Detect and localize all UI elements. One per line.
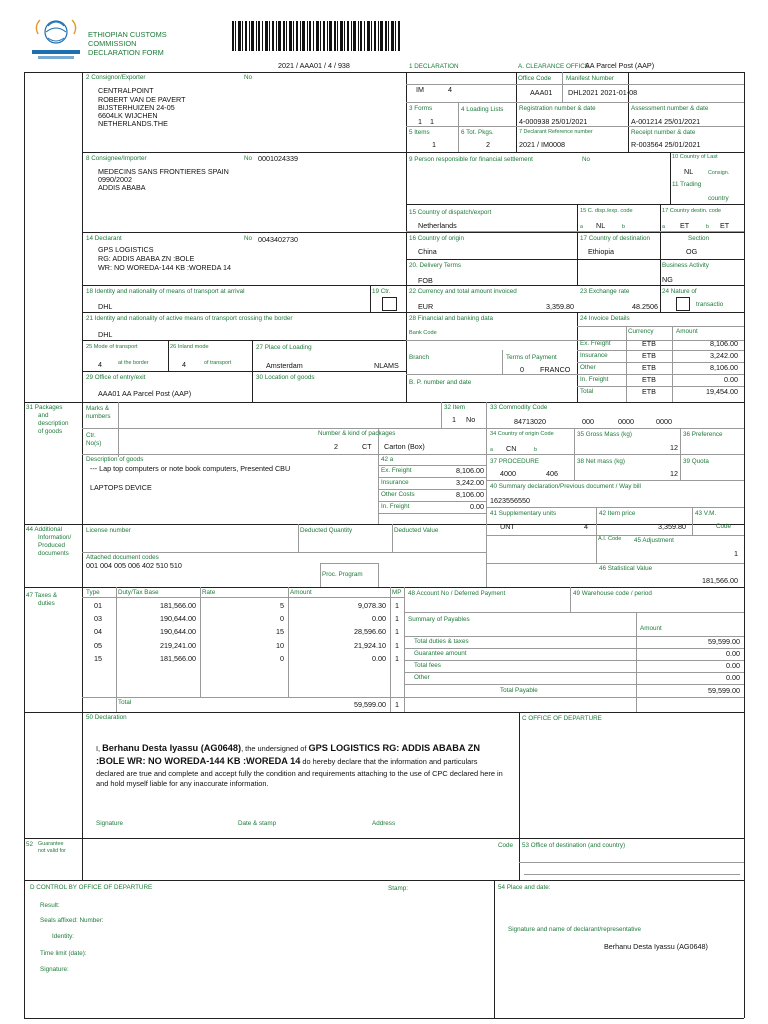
section-value[interactable]: OG xyxy=(686,247,698,256)
box43-code: Code xyxy=(716,523,732,530)
guarantee-label: Guarantee xyxy=(38,841,64,847)
cost-row-amount[interactable]: 8,106.00 xyxy=(456,466,484,475)
box31-label: description xyxy=(38,420,69,427)
box14-label: 14 Declarant xyxy=(86,235,122,242)
tax-type-header: Type xyxy=(86,589,100,596)
goods-description[interactable]: --- Lap top computers or note book computers, Presented CBU xyxy=(90,464,291,473)
declarant-name: Berhanu Desta Iyassu (AG0648) xyxy=(604,942,708,951)
tax-row-rate: 15 xyxy=(276,627,284,637)
box5-label: 5 Items xyxy=(409,129,430,136)
tax-row-rate: 10 xyxy=(276,640,284,650)
cost-row-name: Insurance xyxy=(381,479,409,486)
manifest-number[interactable]: DHL2021 2021-01-08 xyxy=(568,88,638,97)
consign-label: Consign. xyxy=(708,170,730,176)
invoice-row-amount[interactable]: 3,242.00 xyxy=(710,351,738,360)
declarant-no[interactable]: 0043402730 xyxy=(258,235,298,244)
not-valid-label: not valid for xyxy=(38,848,66,854)
tax-total-mp: 1 xyxy=(395,700,399,709)
box15-label: 15 Country of dispatch/export xyxy=(409,209,492,216)
invoice-row-amount[interactable]: 19,454.00 xyxy=(706,387,738,396)
box36-label: 36 Preference xyxy=(683,431,723,438)
tax-row-base: 181,566.00 xyxy=(160,653,196,663)
origin-country[interactable]: China xyxy=(418,247,437,256)
address-label: Address xyxy=(372,820,396,827)
box29-label: 29 Office of entry/exit xyxy=(86,374,146,381)
time-limit-label: Time limit (date): xyxy=(40,950,87,957)
inland-mode[interactable]: 4 xyxy=(182,360,186,369)
box44-label: Produced xyxy=(38,542,65,549)
box22-label: 22 Currency and total amount invoiced xyxy=(409,288,517,295)
declarant-ref[interactable]: 2021 / IM0008 xyxy=(519,140,565,149)
assessment-label: Assessment number & date xyxy=(631,105,709,112)
package-count[interactable]: 2 xyxy=(334,442,338,451)
tax-row-mp: 1 xyxy=(395,627,399,637)
box4-label: 4 Loading Lists xyxy=(461,106,504,113)
box44-label: Information/ xyxy=(38,534,72,541)
origin-code[interactable]: CN xyxy=(506,444,517,453)
invoice-row-name: Total xyxy=(580,388,594,395)
exchange-rate[interactable]: 48.2506 xyxy=(632,302,658,311)
tax-amount-header: Amount xyxy=(290,589,312,596)
statistical-value: 181,566.00 xyxy=(702,576,738,585)
deducted-qty-label: Deducted Quantity xyxy=(300,527,353,534)
box23-label: 23 Exchange rate xyxy=(580,288,630,295)
box44-label: 44 Additional xyxy=(26,526,63,533)
box2-label: 2 Consignor/Exporter xyxy=(86,74,146,81)
office-code-label: Office Code xyxy=(518,75,552,82)
cost-row-amount[interactable]: 3,242.00 xyxy=(456,478,484,487)
tax-row-mp: 1 xyxy=(395,614,399,624)
deducted-value-label: Deducted Value xyxy=(394,527,439,534)
payable-row-name: Total fees xyxy=(414,662,441,669)
goods-device[interactable]: LAPTOPS DEVICE xyxy=(90,483,152,492)
tax-row-base: 181,566.00 xyxy=(160,601,196,610)
invoice-row-amount[interactable]: 8,106.00 xyxy=(710,339,738,348)
tax-row-mp: 1 xyxy=(395,601,399,610)
box9-label: 9 Person responsible for financial settlement xyxy=(409,156,533,163)
terms-value[interactable]: FRANCO xyxy=(540,365,571,374)
box53-label: 53 Office of destination (and country) xyxy=(522,842,626,849)
invoice-row-name: Ex. Freight xyxy=(580,340,611,347)
invoice-row-currency: ETB xyxy=(642,339,656,348)
tax-total: 59,599.00 xyxy=(354,700,386,709)
box34-b: b xyxy=(534,447,537,453)
box19-label: 19 Ctr. xyxy=(372,288,391,295)
box49-label: 49 Warehouse code / period xyxy=(573,590,652,597)
declaration-text: I, Berhanu Desta Iyassu (AG0648), the undersigned of GPS LOGISTICS RG: ADDIS ABABA ZN :BOLE WR: NO WOREDA-144 KB :WOREDA 14 do hereby declare that the information and particulars declared are true and complete and accept fully the condition and requirements attaching to the use of CPC declared here in and hold myself liable for any inaccurate information. xyxy=(96,743,503,789)
box24-label: 24 Nature of xyxy=(662,288,697,295)
result-label: Result: xyxy=(40,902,60,909)
tax-row-type: 03 xyxy=(94,614,102,624)
barcode xyxy=(232,21,400,51)
consignee-no[interactable]: 0001024339 xyxy=(258,154,298,163)
registration-label: Registration number & date xyxy=(519,105,596,112)
box26-label: 26 Inland mode xyxy=(170,344,209,350)
item-number[interactable]: 1 xyxy=(452,415,456,424)
declarant-line: GPS LOGISTICS xyxy=(98,245,154,254)
box41-label: 41 Supplementary units xyxy=(490,510,557,517)
box1-type[interactable]: IM xyxy=(416,85,424,94)
last-country[interactable]: NL xyxy=(684,167,694,176)
box42-label: 42 Item price xyxy=(599,510,636,517)
box33-label: 33 Commodity Code xyxy=(490,404,548,411)
consignor-line: NETHERLANDS.THE xyxy=(98,119,168,128)
cost-row-amount[interactable]: 0.00 xyxy=(470,502,484,511)
total-payable-label: Total Payable xyxy=(500,687,538,694)
currency-code[interactable]: EUR xyxy=(418,302,434,311)
control-label: D CONTROL BY OFFICE OF DEPARTURE xyxy=(30,884,153,891)
box47-label: 47 Taxes & xyxy=(26,592,58,599)
tax-row-type: 05 xyxy=(94,640,102,650)
terms-label: Terms of Payment xyxy=(506,354,557,361)
invoice-row-name: Other xyxy=(580,364,596,371)
invoice-row-amount[interactable]: 8,106.00 xyxy=(710,363,738,372)
gross-mass[interactable]: 12 xyxy=(670,443,678,452)
declaration-ref: 2021 / AAA01 / 4 / 938 xyxy=(278,61,350,70)
tax-row-type: 01 xyxy=(94,601,102,610)
seals-label: Seals affixed: Number: xyxy=(40,917,104,924)
declarant-line: WR: NO WOREDA-144 KB :WOREDA 14 xyxy=(98,263,231,272)
tax-row-base: 190,644.00 xyxy=(160,614,196,624)
box16-label: 16 Country of origin xyxy=(409,235,464,242)
tax-row-amount: 28,596.60 xyxy=(354,627,386,637)
box6-label: 6 Tot. Pkgs. xyxy=(461,129,494,136)
cost-row-amount[interactable]: 8,106.00 xyxy=(456,490,484,499)
invoice-row-currency: ETB xyxy=(642,351,656,360)
box15c-label: 15 C. disp./exp. code xyxy=(580,208,633,214)
box17c-b: b xyxy=(706,224,709,230)
box11-label2: country xyxy=(708,195,729,202)
box24-label2: transactio xyxy=(696,301,724,308)
destination-country[interactable]: Ethiopia xyxy=(588,247,614,256)
invoice-currency-header: Currency xyxy=(628,328,654,335)
tax-row-rate: 0 xyxy=(280,653,284,663)
tax-row-type: 04 xyxy=(94,627,102,637)
box14-no-label: No xyxy=(244,235,253,242)
payables-amount-header: Amount xyxy=(640,625,662,632)
box1-subtype[interactable]: 4 xyxy=(448,85,452,94)
identity-label: Identity: xyxy=(52,933,75,940)
invoice-row-name: In. Freight xyxy=(580,376,609,383)
bank-code-label: Bank Code xyxy=(409,330,437,336)
business-label: Business Activity xyxy=(662,262,709,269)
box15c-a: a xyxy=(580,224,583,230)
invoiced-amount[interactable]: 3,359.80 xyxy=(546,302,574,311)
tax-rate-header: Rate xyxy=(202,589,216,596)
declarant-line: RG: ADDIS ABABA ZN :BOLE xyxy=(98,254,195,263)
office-departure-label: C OFFICE OF DEPARTURE xyxy=(522,715,602,722)
receipt-label: Receipt number & date xyxy=(631,129,696,136)
org-line2: COMMISSION xyxy=(88,39,137,48)
procedure-sub[interactable]: 406 xyxy=(546,469,558,478)
tax-base-header: Duty/Tax Base xyxy=(118,589,159,596)
customs-logo xyxy=(28,14,84,62)
dispatch-code[interactable]: NL xyxy=(596,221,606,230)
stamp-label: Stamp: xyxy=(388,885,408,892)
org-line3: DECLARATION FORM xyxy=(88,48,164,57)
container-checkbox[interactable] xyxy=(382,297,397,311)
supplementary-value[interactable]: 4 xyxy=(584,522,588,531)
commodity-sub3[interactable]: 0000 xyxy=(656,417,672,426)
box15c-b: b xyxy=(622,224,625,230)
payable-row-amount: 0.00 xyxy=(726,661,740,670)
loading-place[interactable]: Amsterdam xyxy=(266,361,303,370)
box28-label: 28 Financial and banking data xyxy=(409,315,494,322)
terms-no[interactable]: 0 xyxy=(520,365,524,374)
adjustment-value[interactable]: 1 xyxy=(734,549,738,558)
box2-no-label: No xyxy=(244,74,253,81)
cost-row-name: In. Freight xyxy=(381,503,410,510)
box44-label: documents xyxy=(38,550,69,557)
ai-code-label: A.I. Code xyxy=(598,536,622,542)
consignor-line: BIJSTERHUIZEN 24-05 xyxy=(98,103,175,112)
consignor-line: CENTRALPOINT xyxy=(98,86,154,95)
box38-label: 38 Net mass (kg) xyxy=(577,458,625,465)
box37-label: 37 PROCEDURE xyxy=(490,458,539,465)
date-stamp-label: Date & stamp xyxy=(238,820,277,827)
section-label: Section xyxy=(688,235,710,242)
box40-label: 40 Summary declaration/Previous document / Way bill xyxy=(490,483,641,490)
tax-row-rate: 0 xyxy=(280,614,284,624)
box45-label: 45 Adjustment xyxy=(634,537,674,544)
tax-total-label: Total xyxy=(118,699,132,706)
box21-label: 21 Identity and nationality of active means of transport crossing the border xyxy=(86,315,293,322)
office-code[interactable]: AAA01 xyxy=(530,88,553,97)
invoice-row-currency: ETB xyxy=(642,387,656,396)
waybill-number[interactable]: 1623556550 xyxy=(490,496,530,505)
branch-label: Branch xyxy=(409,354,429,361)
tax-row-mp: 1 xyxy=(395,653,399,663)
commodity-sub2[interactable]: 0000 xyxy=(618,417,634,426)
total-payable: 59,599.00 xyxy=(708,686,740,695)
box8-label: 8 Consignee/Importer xyxy=(86,155,147,162)
package-code[interactable]: CT xyxy=(362,442,372,451)
border-sub-label: at the border xyxy=(118,360,149,366)
box17c-label: 17 Country destin. code xyxy=(662,208,722,214)
assessment-value: A-001214 25/01/2021 xyxy=(631,117,701,126)
box31-label: of goods xyxy=(38,428,63,435)
org-line1: ETHIOPIAN CUSTOMS xyxy=(88,30,167,39)
commodity-code[interactable]: 84713020 xyxy=(514,417,546,426)
signature-label: Signature xyxy=(96,820,123,827)
box54-label: 54 Place and date: xyxy=(498,884,551,891)
consignee-line: ADDIS ABABA xyxy=(98,183,146,192)
payables-label: Summary of Payables xyxy=(408,616,470,623)
numbers-label: numbers xyxy=(86,413,111,420)
tax-row-mp: 1 xyxy=(395,640,399,650)
payable-row-name: Total duties & taxes xyxy=(414,638,469,645)
box42a-label: 42 a xyxy=(381,456,394,463)
clearance-office[interactable]: AA Parcel Post (AAP) xyxy=(585,61,655,70)
invoice-row-amount[interactable]: 0.00 xyxy=(724,375,738,384)
invoice-row-currency: ETB xyxy=(642,363,656,372)
box52-label: 52 xyxy=(26,841,34,848)
box18-label: 18 Identity and nationality of means of transport at arrival xyxy=(86,288,245,295)
tax-row-amount: 0.00 xyxy=(372,614,386,624)
proc-program-label: Proc. Program xyxy=(322,571,363,578)
nos-label: No(s) xyxy=(86,440,102,447)
box52-code-label: Code xyxy=(498,842,514,849)
forms-value[interactable]: 1 xyxy=(418,117,422,126)
packages-kind-label: Number & kind of packages xyxy=(318,430,396,437)
item-price[interactable]: 3,359.80 xyxy=(658,522,686,531)
attached-codes[interactable]: 001 004 005 006 402 510 510 xyxy=(86,561,182,570)
box17c-a: a xyxy=(662,224,665,230)
box34-label: 34 Country of origin Code xyxy=(490,431,554,437)
box34-a: a xyxy=(490,447,493,453)
payable-row-name: Guarantee amount xyxy=(414,650,467,657)
invoice-row-name: Insurance xyxy=(580,352,608,359)
consignee-line: 0990/2002 xyxy=(98,175,132,184)
box31-label: 31 Packages xyxy=(26,404,63,411)
cost-row-name: Ex. Freight xyxy=(381,467,412,474)
payable-row-name: Other xyxy=(414,674,430,681)
consignor-line: ROBERT VAN DE PAVERT xyxy=(98,95,186,104)
tax-row-type: 15 xyxy=(94,653,102,663)
transaction-checkbox[interactable] xyxy=(676,297,690,311)
entry-office[interactable]: AAA01 AA Parcel Post (AAP) xyxy=(98,389,192,398)
commodity-sub1[interactable]: 000 xyxy=(582,417,594,426)
box10-label: 10 Country of Last xyxy=(672,154,718,160)
bp-label: B. P. number and date xyxy=(409,379,472,386)
manifest-label: Manifest Number xyxy=(566,75,614,82)
box46-label: 46 Statistical Value xyxy=(599,565,653,572)
box50-label: 50 Declaration xyxy=(86,714,127,721)
tax-row-base: 219,241.00 xyxy=(160,640,196,650)
destination-code[interactable]: ET xyxy=(680,221,690,230)
border-transport[interactable]: DHL xyxy=(98,330,113,339)
attached-codes-label: Attached document codes xyxy=(86,554,159,561)
inland-sub-label: of transport xyxy=(204,360,232,366)
box48-label: 48 Account No / Deferred Payment xyxy=(408,590,506,597)
items-value[interactable]: 1 xyxy=(432,140,436,149)
tax-row-base: 190,644.00 xyxy=(160,627,196,637)
delivery-terms[interactable]: FOB xyxy=(418,276,433,285)
payable-row-amount: 0.00 xyxy=(726,649,740,658)
box9-no-label: No xyxy=(582,156,591,163)
packages-value[interactable]: 2 xyxy=(486,140,490,149)
arrival-transport[interactable]: DHL xyxy=(98,302,113,311)
box17-label: 17 Country of destination xyxy=(580,235,651,242)
net-mass[interactable]: 12 xyxy=(670,469,678,478)
boxA-label: A. CLEARANCE OFFICE xyxy=(518,63,590,70)
box27-label: 27 Place of Loading xyxy=(256,344,312,351)
invoice-details-label: 24 Invoice Details xyxy=(580,315,630,322)
box25-label: 25 Mode of transport xyxy=(86,344,138,350)
cost-row-name: Other Costs xyxy=(381,491,415,498)
forms-total[interactable]: 1 xyxy=(430,117,434,126)
business-value[interactable]: NG xyxy=(662,275,673,284)
consignee-line: MEDECINS SANS FRONTIERES SPAIN xyxy=(98,167,229,176)
consignor-line: 6604LK WIJCHEN xyxy=(98,111,158,120)
tax-mp-header: MP xyxy=(392,589,402,596)
box1-label: 1 DECLARATION xyxy=(409,63,459,70)
box43-label: 43 V.M. xyxy=(695,510,717,517)
box3-label: 3 Forms xyxy=(409,105,433,112)
box47-label: duties xyxy=(38,600,55,607)
box20-label: 20. Delivery Terms xyxy=(409,262,462,269)
loading-code[interactable]: NLAMS xyxy=(374,361,399,370)
tax-row-amount: 0.00 xyxy=(372,653,386,663)
invoice-amount-header: Amount xyxy=(676,328,698,335)
license-label: License number xyxy=(86,527,131,534)
payable-row-amount: 59,599.00 xyxy=(708,637,740,646)
payable-row-amount: 0.00 xyxy=(726,673,740,682)
marks-label: Marks & xyxy=(86,405,110,412)
border-mode[interactable]: 4 xyxy=(98,360,102,369)
box32-label: 32 Item xyxy=(444,404,465,411)
ctr-label: Ctr. xyxy=(86,432,96,439)
box11-label: 11 Trading xyxy=(672,181,702,188)
tax-row-rate: 5 xyxy=(280,601,284,610)
declarant-signature-label: Signature and name of declarant/representative xyxy=(508,926,642,933)
tax-row-amount: 21,924.10 xyxy=(354,640,386,650)
supplementary-unit[interactable]: UNT xyxy=(500,522,515,531)
box7-label: 7 Declarant Reference number xyxy=(519,129,593,135)
box31-label: and xyxy=(38,412,49,419)
registration-value: 4-000938 25/01/2021 xyxy=(519,117,588,126)
destination-code-2[interactable]: ET xyxy=(720,221,730,230)
receipt-value: R-003564 25/01/2021 xyxy=(631,140,701,149)
package-kind[interactable]: Carton (Box) xyxy=(384,442,425,451)
box35-label: 35 Gross Mass (kg) xyxy=(577,431,632,438)
control-signature-label: Signature: xyxy=(40,966,69,973)
box30-label: 30 Location of goods xyxy=(256,374,315,381)
box8-no-label: No xyxy=(244,155,253,162)
description-label: Description of goods xyxy=(86,456,144,463)
procedure-code[interactable]: 4000 xyxy=(500,469,516,478)
invoice-row-currency: ETB xyxy=(642,375,656,384)
dispatch-country[interactable]: Netherlands xyxy=(418,221,457,230)
box39-label: 39 Quota xyxy=(683,458,709,465)
tax-row-amount: 9,078.30 xyxy=(358,601,386,610)
item-no-label: No xyxy=(466,415,476,424)
